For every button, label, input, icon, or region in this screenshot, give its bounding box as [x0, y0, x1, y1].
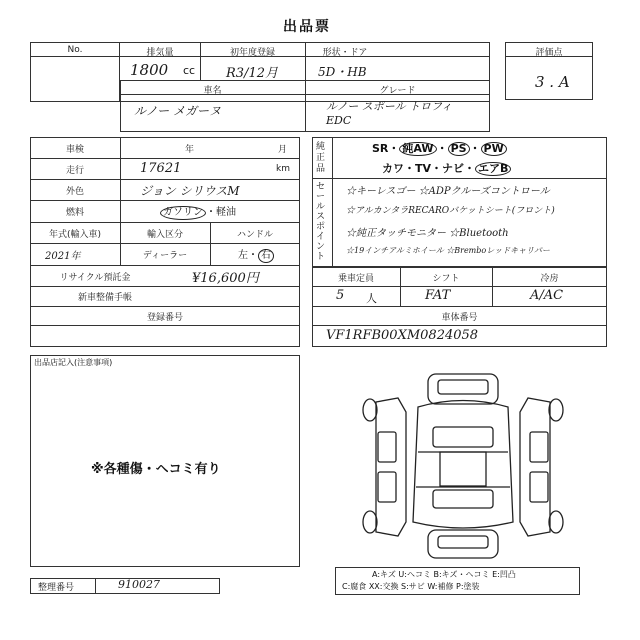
fuel-selected: ガソリン — [160, 206, 206, 220]
sales-point-1: ☆キーレスゴー ☆ADPクルーズコントロール — [346, 186, 550, 197]
maintenance-label: 新車整備手帳 — [77, 293, 132, 303]
sales-point-4: ☆19インチアルミホイール ☆Bremboレッドキャリパー — [346, 246, 550, 255]
car-name-label: 車名 — [203, 86, 222, 96]
first-registration-label: 初年度登録 — [229, 48, 275, 58]
divider — [30, 286, 300, 287]
reference-value: 910027 — [118, 578, 160, 591]
chassis-label: 車体番号 — [441, 313, 478, 323]
vehicle-damage-diagram — [358, 372, 568, 562]
separator: ・ — [464, 162, 476, 175]
fuel-options — [160, 203, 236, 220]
divider — [120, 137, 121, 265]
equip-pw-selected: PW — [481, 142, 507, 156]
divider — [332, 137, 333, 267]
equipment-row-1 — [372, 140, 507, 156]
notes-text: ※各種傷・ヘコミ有り — [91, 462, 221, 477]
divider — [30, 325, 300, 326]
divider — [305, 80, 306, 132]
divider — [30, 56, 120, 57]
equipment-row-2 — [382, 160, 511, 176]
shift-value: FAT — [425, 288, 451, 303]
handle-right-selected: 右 — [258, 249, 274, 263]
divider — [30, 243, 300, 244]
sales-point-3: ☆純正タッチモニター ☆Bluetooth — [346, 228, 509, 239]
mileage-label: 走行 — [65, 166, 84, 176]
equip-sr: SR — [372, 142, 389, 155]
divider — [30, 222, 300, 223]
shaken-label: 車検 — [65, 145, 84, 155]
divider — [312, 325, 607, 326]
first-registration-value: R3/12月 — [226, 66, 278, 81]
shaken-year-label: 年 — [185, 145, 195, 155]
sales-points-label: セールスポイント — [316, 182, 326, 262]
equip-airbag-selected: エアB — [475, 162, 511, 176]
shaken-month-label: 月 — [278, 145, 288, 155]
color-value: ジョン シリウスM — [140, 184, 240, 198]
notes-label: 出品店記入(注意事項) — [34, 358, 113, 367]
recycle-label: リサイクル預託金 — [59, 273, 131, 283]
displacement-value: 1800 — [130, 61, 169, 79]
equip-leather: カワ — [382, 162, 404, 175]
color-label: 外色 — [65, 187, 84, 197]
ac-label: 冷房 — [540, 274, 559, 284]
import-type-value: ディーラー — [142, 251, 188, 261]
separator: ・ — [436, 142, 448, 155]
rating-value: 3 . A — [535, 73, 570, 91]
chassis-value: VF1RFB00XM0824058 — [326, 328, 479, 343]
form-title: 出品票 — [283, 19, 331, 35]
shape-label: 形状・ドア — [322, 48, 368, 58]
divider — [30, 306, 300, 307]
divider — [30, 158, 300, 159]
ac-value: A/AC — [530, 288, 564, 303]
displacement-label: 排気量 — [146, 48, 174, 58]
divider — [95, 578, 96, 594]
legend-line-1: A:キズ U:ヘコミ B:キズ・ヘコミ E:凹凸 — [372, 570, 516, 579]
fuel-label: 燃料 — [65, 208, 84, 218]
displacement-unit: cc — [183, 64, 196, 77]
equip-tv: TV — [415, 162, 432, 175]
rating-label: 評価点 — [535, 48, 563, 58]
car-name-value: ルノー メガーヌ — [134, 104, 221, 118]
divider — [312, 306, 607, 307]
divider — [505, 56, 593, 57]
grade-label: グレード — [379, 86, 416, 96]
divider — [312, 286, 607, 287]
fuel-other: 軽油 — [216, 207, 236, 218]
shift-label: シフト — [432, 274, 460, 284]
no-label: No. — [67, 45, 83, 55]
mileage-unit: km — [276, 164, 290, 174]
registration-number-label: 登録番号 — [146, 313, 183, 323]
equip-aw-selected: 純AW — [399, 142, 436, 156]
capacity-label: 乗車定員 — [337, 274, 374, 284]
separator: ・ — [431, 162, 443, 175]
import-year-label: 年式(輸入車) — [48, 230, 102, 240]
divider — [30, 200, 300, 201]
handle-options — [238, 246, 274, 263]
separator: ・ — [469, 142, 481, 155]
equip-ps-selected: PS — [448, 142, 470, 156]
separator: ・ — [388, 142, 400, 155]
import-type-label: 輸入区分 — [146, 230, 183, 240]
recycle-value: ¥16,600円 — [192, 271, 259, 286]
handle-left: 左 — [238, 250, 248, 261]
separator: ・ — [404, 162, 415, 175]
import-year-value: 2021年 — [45, 251, 81, 262]
capacity-unit: 人 — [366, 292, 377, 305]
divider — [30, 265, 300, 266]
sales-point-2: ☆アルカンタラRECAROバケットシート(フロント) — [346, 206, 555, 216]
mileage-value: 17621 — [140, 161, 182, 176]
grade-value: ルノー スポール トロフィ EDC — [326, 100, 453, 127]
handle-label: ハンドル — [236, 230, 273, 240]
capacity-value: 5 — [336, 288, 345, 303]
handle-separator: ・ — [248, 250, 258, 261]
fuel-separator: ・ — [206, 207, 216, 218]
equip-navi: ナビ — [442, 162, 465, 175]
divider — [30, 179, 300, 180]
divider — [312, 178, 607, 179]
equipment-label: 純正品 — [316, 142, 326, 174]
reference-label: 整理番号 — [38, 583, 75, 593]
legend-line-2: C:腐食 XX:交換 S:サビ W:補修 P:塗装 — [342, 582, 480, 591]
shape-value: 5D・HB — [318, 65, 367, 79]
